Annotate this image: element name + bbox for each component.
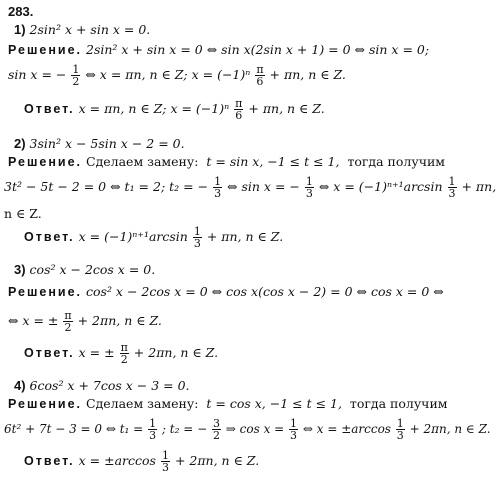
fraction: [148, 418, 157, 441]
task-2-line2-part-d: + πn,: [461, 179, 496, 194]
task-1-equation: 2sin² x + sin x = 0.: [29, 22, 151, 37]
task-4-line2-part-d: ⇔ x = ±arccos: [302, 422, 391, 436]
fraction-denominator: 3: [448, 187, 456, 200]
fraction-numerator: 1: [193, 225, 201, 238]
task-1-solution: [8, 42, 429, 58]
fraction-denominator: 3: [214, 187, 222, 200]
problem-number: 283.: [8, 4, 34, 19]
task-2-answer-part-a: x = (−1)ⁿ⁺¹arcsin: [78, 229, 188, 244]
task-4-statement: [14, 378, 190, 394]
task-4-answer-part-b: + 2πn, n ∈ Z.: [174, 453, 260, 468]
fraction: [213, 176, 222, 199]
fraction-numerator: 1: [72, 63, 80, 76]
replace-intro: Сделаем замену:: [86, 154, 199, 169]
task-2-solution: [8, 154, 445, 170]
task-1-line2-part-a: sin x = −: [8, 67, 67, 82]
fraction-denominator: 6: [235, 109, 243, 122]
fraction: [305, 176, 314, 199]
fraction-numerator: 3: [212, 417, 220, 430]
task-1-answer: [24, 98, 325, 121]
fraction-denominator: 2: [64, 321, 72, 334]
fraction-denominator: 3: [161, 461, 169, 474]
fraction-numerator: π: [64, 309, 72, 322]
task-4-substitution: t = cos x, −1 ≤ t ≤ 1,: [206, 396, 342, 411]
solution-label: Решение.: [8, 397, 83, 411]
fraction: [448, 176, 457, 199]
fraction-denominator: 2: [72, 75, 80, 88]
fraction: [63, 310, 72, 333]
fraction-denominator: 3: [149, 429, 157, 442]
task-2-line3: n ∈ Z.: [4, 206, 42, 221]
fraction: [161, 450, 170, 473]
task-3-solution: [8, 284, 444, 300]
fraction-denominator: 2: [120, 353, 128, 366]
fraction-numerator: π: [256, 63, 264, 76]
fraction-denominator: 3: [396, 429, 404, 442]
fraction-denominator: 2: [212, 429, 220, 442]
task-2-statement: [14, 136, 185, 152]
task-1-answer-part-b: + πn, n ∈ Z.: [248, 101, 325, 116]
answer-label: Ответ.: [24, 230, 75, 244]
fraction-denominator: 6: [256, 75, 264, 88]
task-2-solution-cont: [4, 176, 496, 199]
task-1-number: 1): [14, 22, 26, 37]
task-3-solution-line: cos² x − 2cos x = 0 ⇔ cos x(cos x − 2) = 0 ⇔ cos x = 0 ⇔: [86, 284, 444, 299]
task-2-line2-part-a: 3t² − 5t − 2 = 0 ⇔ t₁ = 2; t₂ = −: [4, 179, 209, 194]
fraction-numerator: π: [120, 341, 128, 354]
task-2-equation: 3sin² x − 5sin x − 2 = 0.: [29, 136, 185, 151]
task-3-line2-part-a: ⇔ x = ±: [8, 313, 59, 328]
fraction-numerator: 1: [448, 175, 456, 188]
task-2-answer-part-b: + πn, n ∈ Z.: [206, 229, 284, 244]
task-1-solution-line: 2sin² x + sin x = 0 ⇔ sin x(2sin x + 1) = 0 ⇔ sin x = 0;: [86, 42, 430, 57]
fraction: [71, 64, 80, 87]
answer-label: Ответ.: [24, 102, 75, 116]
task-1-line2-part-c: + πn, n ∈ Z.: [269, 67, 346, 82]
solution-label: Решение.: [8, 155, 83, 169]
fraction-denominator: 3: [290, 429, 298, 442]
replace-intro: Сделаем замену:: [86, 396, 199, 411]
fraction: [289, 418, 298, 441]
task-1-statement: [14, 22, 150, 38]
fraction-numerator: 1: [149, 417, 157, 430]
task-2-substitution: t = sin x, −1 ≤ t ≤ 1,: [206, 154, 340, 169]
answer-label: Ответ.: [24, 454, 75, 468]
fraction-denominator: 3: [305, 187, 313, 200]
task-2-line2-part-c: ⇔ x = (−1)ⁿ⁺¹arcsin: [318, 179, 443, 194]
task-4-answer-part-a: x = ±arccos: [78, 453, 156, 468]
fraction-numerator: 1: [305, 175, 313, 188]
task-3-answer-part-a: x = ±: [78, 345, 115, 360]
fraction: [255, 64, 264, 87]
task-3-solution-cont: [8, 310, 162, 333]
task-3-answer: [24, 342, 218, 365]
fraction-denominator: 3: [193, 237, 201, 250]
task-4-answer: [24, 450, 259, 473]
fraction: [212, 418, 221, 441]
task-3-number: 3): [14, 262, 26, 277]
solution-label: Решение.: [8, 285, 83, 299]
then-get: тогда получим: [347, 154, 446, 169]
task-4-number: 4): [14, 378, 26, 393]
task-1-solution-cont: [8, 64, 346, 87]
fraction-numerator: 1: [161, 449, 169, 462]
task-1-answer-part-a: x = πn, n ∈ Z; x = (−1)ⁿ: [78, 101, 230, 116]
task-3-statement: [14, 262, 155, 278]
fraction-numerator: 1: [396, 417, 404, 430]
task-3-equation: cos² x − 2cos x = 0.: [29, 262, 156, 277]
solution-label: Решение.: [8, 43, 83, 57]
fraction-numerator: 1: [290, 417, 298, 430]
fraction: [396, 418, 405, 441]
task-2-line2-part-b: ⇔ sin x = −: [227, 179, 300, 194]
task-4-line2-part-a: 6t² + 7t − 3 = 0 ⇔ t₁ =: [4, 422, 144, 436]
answer-label: Ответ.: [24, 346, 75, 360]
task-3-answer-part-b: + 2πn, n ∈ Z.: [133, 345, 219, 360]
task-4-line2-part-b: ; t₂ = −: [161, 422, 208, 436]
task-4-equation: 6cos² x + 7cos x − 3 = 0.: [29, 378, 190, 393]
then-get: тогда получим: [349, 396, 448, 411]
task-4-line2-part-c: ⇒ cos x =: [225, 422, 285, 436]
task-4-line2-part-e: + 2πn, n ∈ Z.: [409, 422, 491, 436]
fraction-numerator: 1: [214, 175, 222, 188]
task-2-number: 2): [14, 136, 26, 151]
task-4-solution: [8, 396, 448, 412]
task-1-line2-part-b: ⇔ x = πn, n ∈ Z; x = (−1)ⁿ: [85, 67, 251, 82]
task-4-solution-cont: [4, 418, 491, 441]
fraction: [234, 98, 243, 121]
task-3-line2-part-b: + 2πn, n ∈ Z.: [77, 313, 162, 328]
fraction: [120, 342, 129, 365]
fraction-numerator: π: [235, 97, 243, 110]
fraction: [193, 226, 202, 249]
task-2-answer: [24, 226, 283, 249]
